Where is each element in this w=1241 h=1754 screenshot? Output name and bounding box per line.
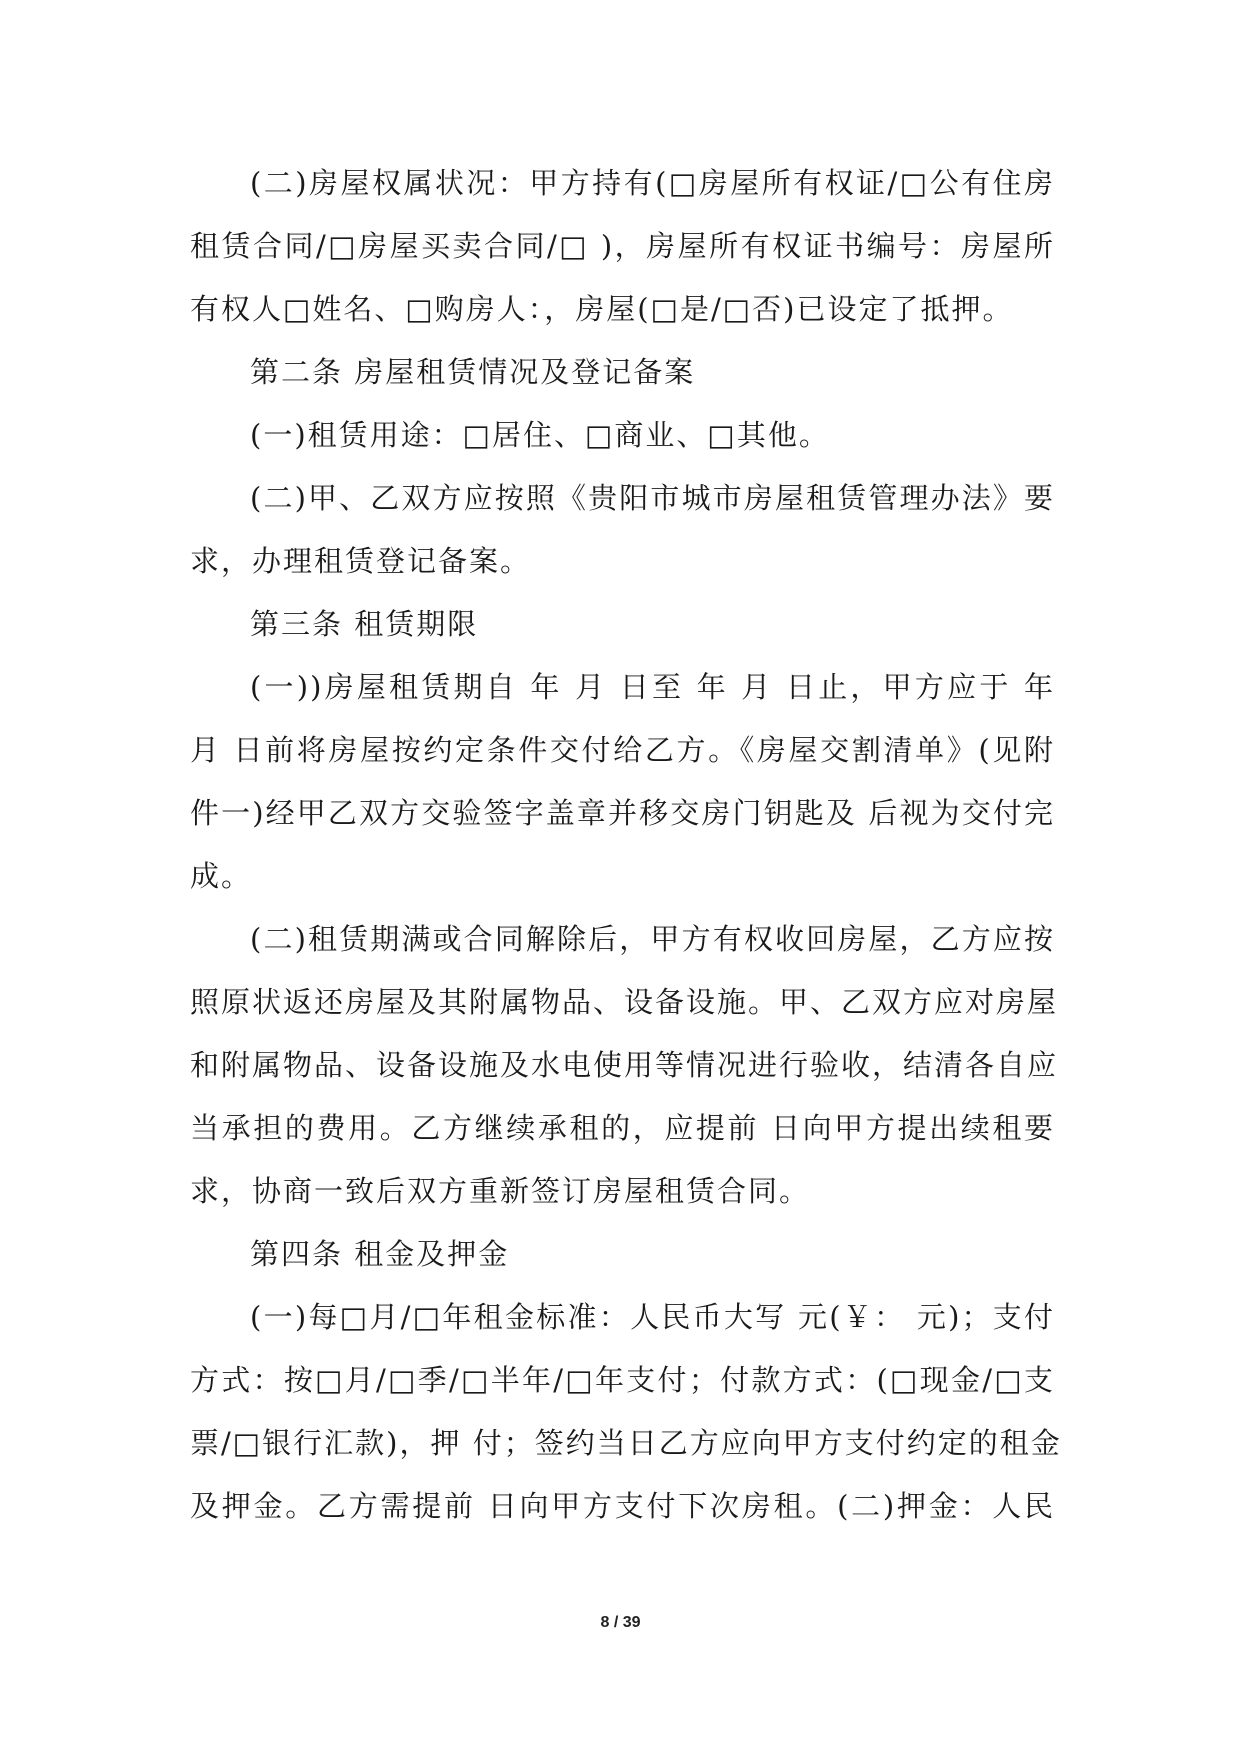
- text-line: 票/□银行汇款)，押 付；签约当日乙方应向甲方支付约定的租金: [190, 1426, 1062, 1460]
- text-line: (一)每□月/□年租金标准：人民币大写 元(￥： 元)；支付: [250, 1300, 1055, 1334]
- text-line: (二)房屋权属状况：甲方持有(□房屋所有权证/□公有住房: [250, 166, 1055, 200]
- text-line: 第四条 租金及押金: [250, 1237, 510, 1271]
- text-line: 及押金。乙方需提前 日向甲方支付下次房租。(二)押金：人民: [190, 1489, 1055, 1523]
- text-line: 求，办理租赁登记备案。: [190, 544, 532, 578]
- text-line: (一)租赁用途：□居住、□商业、□其他。: [250, 418, 830, 452]
- text-line: 方式：按□月/□季/□半年/□年支付；付款方式：(□现金/□支: [190, 1363, 1055, 1397]
- text-line: 有权人□姓名、□购房人：，房屋(□是/□否)已设定了抵押。: [190, 292, 1014, 326]
- text-line: (二)租赁期满或合同解除后，甲方有权收回房屋，乙方应按: [250, 922, 1055, 956]
- text-line: (二)甲、乙双方应按照《贵阳市城市房屋租赁管理办法》要: [250, 481, 1055, 515]
- document-body: [190, 152, 1062, 1538]
- text-line: 成。: [190, 859, 253, 893]
- text-line: 求，协商一致后双方重新签订房屋租赁合同。: [190, 1174, 811, 1208]
- text-line: 第二条 房屋租赁情况及登记备案: [250, 355, 696, 389]
- text-line: 当承担的费用。乙方继续承租的，应提前 日向甲方提出续租要: [190, 1111, 1055, 1145]
- text-line: (一))房屋租赁期自 年 月 日至 年 月 日止，甲方应于 年: [250, 670, 1055, 704]
- text-line: 和附属物品、设备设施及水电使用等情况进行验收，结清各自应: [190, 1048, 1059, 1082]
- text-line: 月 日前将房屋按约定条件交付给乙方。《房屋交割清单》(见附: [190, 733, 1055, 767]
- page-number: 8 / 39: [600, 1614, 641, 1631]
- text-line: 件一)经甲乙双方交验签字盖章并移交房门钥匙及 后视为交付完: [190, 796, 1055, 830]
- text-line: 租赁合同/□房屋买卖合同/□ )，房屋所有权证书编号：房屋所: [190, 229, 1055, 263]
- text-line: 第三条 租赁期限: [250, 607, 479, 641]
- text-line: 照原状返还房屋及其附属物品、设备设施。甲、乙双方应对房屋: [190, 985, 1059, 1019]
